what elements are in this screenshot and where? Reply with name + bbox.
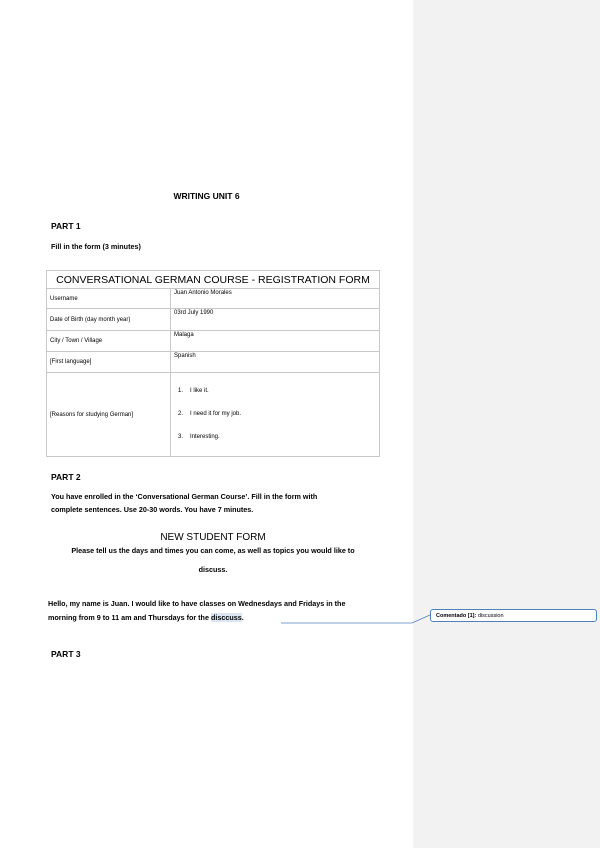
part2-instruction-line2: complete sentences. Use 20-30 words. You have 7 minutes.	[51, 505, 254, 514]
commented-word[interactable]: disccuss	[210, 613, 242, 622]
list-item: 3. Interesting.	[178, 434, 220, 440]
part2-heading: PART 2	[51, 472, 81, 482]
student-form-prompt-line1: Please tell us the days and times you can come, as well as topics you would like to	[71, 546, 355, 555]
table-row	[47, 331, 380, 352]
form-label-language: [First language]	[47, 352, 171, 373]
registration-form-title: CONVERSATIONAL GERMAN COURSE - REGISTRATION FORM	[47, 271, 380, 289]
form-label-reasons: [Reasons for studying German]	[47, 373, 171, 457]
comment-author: Comentado [1]:	[436, 613, 477, 619]
form-label-username: Username	[47, 289, 171, 309]
comment-text: discussion	[477, 613, 504, 619]
table-row	[47, 352, 380, 373]
form-value-city[interactable]: Malaga	[171, 331, 380, 352]
form-value-language[interactable]: Spanish	[171, 352, 380, 373]
form-value-dob[interactable]: 03rd July 1990	[171, 309, 380, 331]
document-title: WRITING UNIT 6	[173, 191, 240, 201]
comment-balloon[interactable]	[430, 609, 597, 622]
comment-pane	[413, 0, 600, 848]
table-row	[47, 373, 380, 457]
table-row	[47, 309, 380, 331]
part1-instruction: Fill in the form (3 minutes)	[51, 242, 141, 251]
form-label-city: City / Town / Village	[47, 331, 171, 352]
form-label-dob: Date of Birth (day month year)	[47, 309, 171, 331]
part3-heading: PART 3	[51, 649, 81, 659]
reasons-list	[174, 380, 379, 449]
list-item: 1. I like it.	[178, 388, 209, 394]
student-form-prompt-line2: discuss.	[198, 565, 228, 574]
list-item: 2. I need it for my job.	[178, 411, 242, 417]
part1-heading: PART 1	[51, 221, 81, 231]
student-form-title: NEW STUDENT FORM	[160, 532, 266, 543]
table-row	[47, 289, 380, 309]
form-value-reasons[interactable]	[171, 373, 380, 457]
part2-instruction-line1: You have enrolled in the ‘Conversational German Course’. Fill in the form with	[51, 492, 318, 501]
answer-line1[interactable]: Hello, my name is Juan. I would like to have classes on Wednesdays and Fridays in the	[48, 599, 346, 608]
form-value-username[interactable]: Juan Antonio Morales	[171, 289, 380, 309]
registration-form-table	[46, 270, 380, 457]
answer-line2[interactable]: morning from 9 to 11 am and Thursdays for the disccuss.	[48, 613, 244, 622]
